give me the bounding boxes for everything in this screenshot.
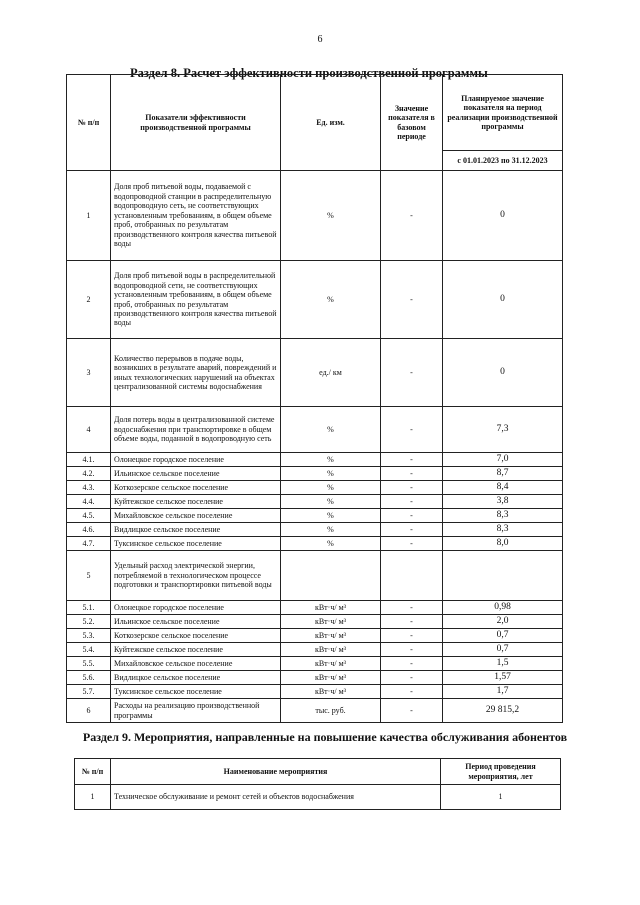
row-indicator: Михайловское сельское поселение: [111, 509, 281, 523]
row-planned-value: 8,3: [443, 523, 563, 537]
row-number: 4.2.: [67, 467, 111, 481]
row-number: 5.5.: [67, 657, 111, 671]
row-indicator: Куйтежское сельское поселение: [111, 643, 281, 657]
row-number: 5.3.: [67, 629, 111, 643]
row-planned-value: 8,7: [443, 467, 563, 481]
page-number: 6: [317, 34, 323, 45]
row-indicator: Ильинское сельское поселение: [111, 615, 281, 629]
row-planned-value: 1,7: [443, 685, 563, 699]
row-unit: %: [281, 261, 381, 339]
row-unit: %: [281, 509, 381, 523]
row-number: 5: [67, 551, 111, 601]
table-row: [67, 657, 563, 671]
row-base-value: -: [381, 671, 443, 685]
row-indicator: Доля потерь воды в централизованной системе водоснабжения при транспортировке в общем объеме воды, поданной в водопроводную сеть: [111, 407, 281, 453]
row-planned-value: 0,98: [443, 601, 563, 615]
row-indicator: Доля проб питьевой воды, подаваемой с водопроводной станции в распределительную водопроводную сеть, не соответствующих установленным требованиям, в общем объеме проб, отобранных по результатам производственного контроля качества питьевой воды: [111, 171, 281, 261]
row-indicator: Доля проб питьевой воды в распределительной водопроводной сети, не соответствующих установленным требованиям, в общем объеме проб, отобранных по результатам производственного контроля качества питьевой воды: [111, 261, 281, 339]
row-number: 5.1.: [67, 601, 111, 615]
row-unit: %: [281, 481, 381, 495]
row-number: 5.4.: [67, 643, 111, 657]
measures-header-num: № п/п: [75, 759, 111, 785]
row-unit: %: [281, 537, 381, 551]
row-unit: %: [281, 523, 381, 537]
row-planned-value: 0: [443, 171, 563, 261]
table-row: [67, 629, 563, 643]
measure-num: 1: [75, 785, 111, 810]
row-base-value: -: [381, 509, 443, 523]
table-row: [67, 671, 563, 685]
row-base-value: -: [381, 537, 443, 551]
table-row: [67, 509, 563, 523]
row-indicator: Туксинское сельское поселение: [111, 537, 281, 551]
row-indicator: Куйтежское сельское поселение: [111, 495, 281, 509]
row-indicator: Видлицкое сельское поселение: [111, 523, 281, 537]
row-planned-value: 7,0: [443, 453, 563, 467]
row-unit: кВт·ч/ м³: [281, 601, 381, 615]
table-row: [67, 481, 563, 495]
table-row: [67, 601, 563, 615]
row-number: 1: [67, 171, 111, 261]
row-number: 4.5.: [67, 509, 111, 523]
row-indicator: Расходы на реализацию производственной программы: [111, 699, 281, 723]
row-unit: %: [281, 467, 381, 481]
row-number: 4.6.: [67, 523, 111, 537]
header-num: № п/п: [67, 75, 111, 171]
table-row: [67, 171, 563, 261]
row-base-value: -: [381, 657, 443, 671]
row-unit: %: [281, 171, 381, 261]
row-unit: кВт·ч/ м³: [281, 643, 381, 657]
row-planned-value: 7,3: [443, 407, 563, 453]
row-unit: кВт·ч/ м³: [281, 629, 381, 643]
row-number: 4.3.: [67, 481, 111, 495]
row-number: 5.2.: [67, 615, 111, 629]
row-unit: кВт·ч/ м³: [281, 657, 381, 671]
row-unit: ед./ км: [281, 339, 381, 407]
row-base-value: -: [381, 453, 443, 467]
row-base-value: -: [381, 615, 443, 629]
table-row: [67, 407, 563, 453]
row-planned-value: 0: [443, 339, 563, 407]
row-planned-value: 1,57: [443, 671, 563, 685]
row-unit: [281, 551, 381, 601]
table-row: [67, 643, 563, 657]
row-planned-value: 8,0: [443, 537, 563, 551]
measure-name: Техническое обслуживание и ремонт сетей и объектов водоснабжения: [111, 785, 441, 810]
row-indicator: Олонецкое городское поселение: [111, 453, 281, 467]
row-base-value: -: [381, 407, 443, 453]
row-base-value: -: [381, 495, 443, 509]
row-base-value: -: [381, 629, 443, 643]
row-base-value: -: [381, 643, 443, 657]
row-indicator: Видлицкое сельское поселение: [111, 671, 281, 685]
table-row: [67, 615, 563, 629]
row-indicator: Туксинское сельское поселение: [111, 685, 281, 699]
row-indicator: Олонецкое городское поселение: [111, 601, 281, 615]
row-unit: кВт·ч/ м³: [281, 685, 381, 699]
table-row: [67, 523, 563, 537]
table-row: [67, 495, 563, 509]
row-unit: кВт·ч/ м³: [281, 671, 381, 685]
row-base-value: -: [381, 601, 443, 615]
header-period: с 01.01.2023 по 31.12.2023: [443, 151, 563, 171]
header-planned-value: Планируемое значение показателя на период реализации производственной программы: [443, 75, 563, 151]
table-row: [67, 537, 563, 551]
row-planned-value: [443, 551, 563, 601]
table-row: [67, 339, 563, 407]
row-base-value: -: [381, 481, 443, 495]
row-unit: %: [281, 453, 381, 467]
row-base-value: -: [381, 467, 443, 481]
measures-header-period: Период проведения мероприятия, лет: [441, 759, 561, 785]
measures-table: [74, 758, 561, 810]
table-row: [75, 785, 561, 810]
row-number: 4.1.: [67, 453, 111, 467]
section8-title: Раздел 8. Расчет эффективности производственной программы: [130, 66, 488, 80]
table-row: [67, 453, 563, 467]
row-number: 5.7.: [67, 685, 111, 699]
row-base-value: [381, 551, 443, 601]
row-base-value: -: [381, 339, 443, 407]
row-unit: кВт·ч/ м³: [281, 615, 381, 629]
efficiency-table-body: [67, 171, 563, 723]
table-row: [67, 685, 563, 699]
row-indicator: Количество перерывов в подаче воды, возникших в результате аварий, повреждений и иных технологических нарушений на объектах централизованной системы водоснабжения: [111, 339, 281, 407]
row-unit: тыс. руб.: [281, 699, 381, 723]
row-indicator: Коткозерское сельское поселение: [111, 629, 281, 643]
header-unit: Ед. изм.: [281, 75, 381, 171]
row-number: 2: [67, 261, 111, 339]
row-planned-value: 2,0: [443, 615, 563, 629]
table-row: [67, 261, 563, 339]
row-planned-value: 3,8: [443, 495, 563, 509]
table-row: [67, 467, 563, 481]
row-planned-value: 1,5: [443, 657, 563, 671]
row-base-value: -: [381, 171, 443, 261]
row-number: 4.7.: [67, 537, 111, 551]
table-row: [67, 551, 563, 601]
row-number: 3: [67, 339, 111, 407]
row-unit: %: [281, 495, 381, 509]
row-base-value: -: [381, 523, 443, 537]
row-base-value: -: [381, 261, 443, 339]
measure-period: 1: [441, 785, 561, 810]
row-planned-value: 8,4: [443, 481, 563, 495]
row-number: 5.6.: [67, 671, 111, 685]
row-number: 4.4.: [67, 495, 111, 509]
row-base-value: -: [381, 685, 443, 699]
row-base-value: -: [381, 699, 443, 723]
efficiency-table: [66, 74, 563, 723]
row-indicator: Удельный расход электрической энергии, потребляемой в технологическом процессе подготовки и транспортировки питьевой воды: [111, 551, 281, 601]
row-planned-value: 8,3: [443, 509, 563, 523]
header-base-value: Значение показателя в базовом периоде: [381, 75, 443, 171]
row-planned-value: 0: [443, 261, 563, 339]
row-indicator: Ильинское сельское поселение: [111, 467, 281, 481]
row-planned-value: 29 815,2: [443, 699, 563, 723]
row-planned-value: 0,7: [443, 629, 563, 643]
row-unit: %: [281, 407, 381, 453]
row-number: 4: [67, 407, 111, 453]
header-indicator: Показатели эффективности производственной программы: [111, 75, 281, 171]
row-number: 6: [67, 699, 111, 723]
row-indicator: Коткозерское сельское поселение: [111, 481, 281, 495]
measures-header-name: Наименование мероприятия: [111, 759, 441, 785]
row-indicator: Михайловское сельское поселение: [111, 657, 281, 671]
section9-title: Раздел 9. Мероприятия, направленные на повышение качества обслуживания абонентов: [82, 730, 568, 744]
row-planned-value: 0,7: [443, 643, 563, 657]
table-row: [67, 699, 563, 723]
